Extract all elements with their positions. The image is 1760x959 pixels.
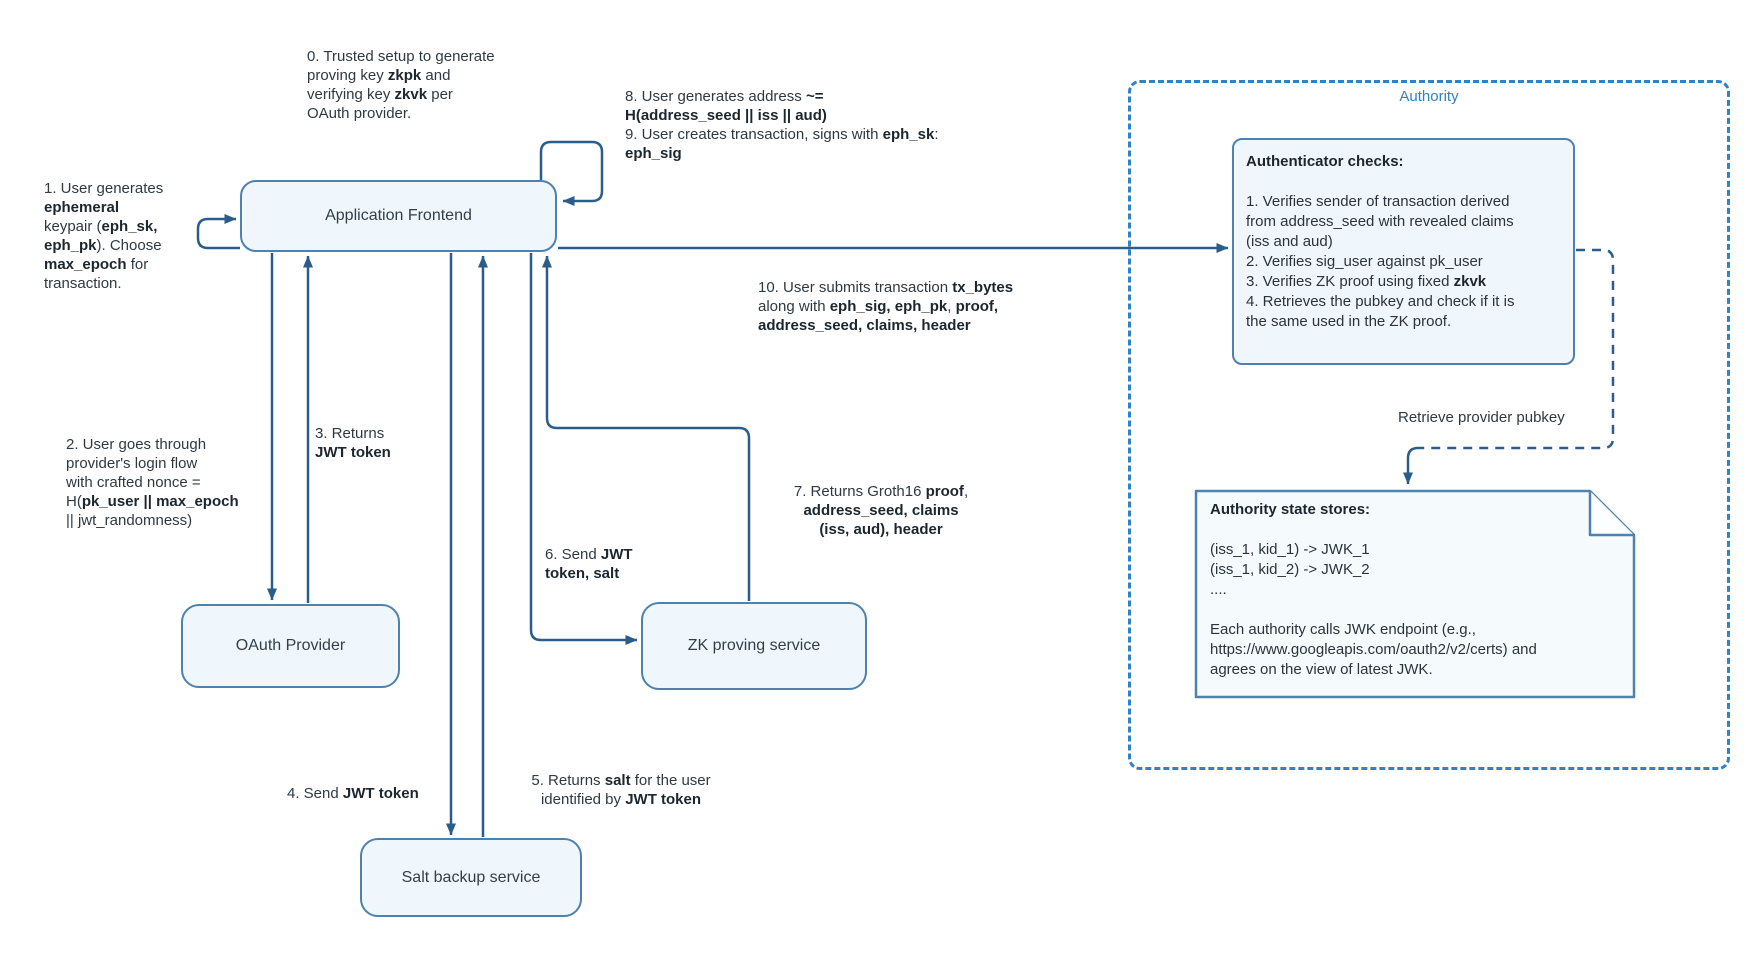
state-store-note [1210,500,1630,680]
note-step-6: 6. Send JWT token, salt [545,546,633,582]
note-step-3: 3. Returns JWT token [315,425,391,461]
note-step-7: 7. Returns Groth16 proof, address_seed, claims (iss, aud), header [793,483,969,538]
node-salt-backup-service-label: Salt backup service [401,868,541,886]
edge-sign-selfloop [541,142,602,201]
state-store-title: Authority state stores: [1210,501,1371,518]
authenticator-checks-list: 1. Verifies sender of transaction derived from address_seed with revealed claims (iss and aud) 2. Verifies sig_user against pk_user 3. Verifies ZK proof using fixed zkvk 4. Retrieves the pubkey and check if it is the same used in the ZK proof. [1246,193,1515,330]
edge-retrieve-pubkey-arrow [1408,448,1418,484]
edge-keygen-selfloop [198,219,240,248]
node-zk-proving-service-label: ZK proving service [687,637,821,654]
node-oauth-provider-label: OAuth Provider [235,637,346,654]
note-step-8-9: 8. User generates address ~= H(address_seed || iss || aud) 9. User creates transaction, signs with eph_sk: eph_sig [625,88,939,162]
note-step-1: 1. User generates ephemeral keypair (eph_sk, eph_pk). Choose max_epoch for transaction. [44,180,164,292]
note-step-10: 10. User submits transaction tx_bytes along with eph_sig, eph_pk, proof, address_seed, claims, header [758,279,1014,334]
note-step-4: 4. Send JWT token [287,785,419,802]
authenticator-checks-title: Authenticator checks: [1246,153,1404,170]
note-step-2: 2. User goes through provider's login flow with crafted nonce = H(pk_user || max_epoch || jwt_randomness) [66,436,239,529]
authority-group-label: Authority [1399,88,1459,105]
note-step-0: 0. Trusted setup to generate proving key zkpk and verifying key zkvk per OAuth provider. [307,48,495,122]
node-application-frontend-label: Application Frontend [325,207,472,224]
note-step-5: 5. Returns salt for the user identified by JWT token [531,772,711,808]
state-store-body: (iss_1, kid_1) -> JWK_1 (iss_1, kid_2) -> JWK_2 .... Each authority calls JWK endpoint (e.g., https://www.googleapis.com/oauth2/v2/certs) and agrees on the view of latest JWK. [1210,541,1537,678]
note-retrieve-pubkey: Retrieve provider pubkey [1398,409,1565,426]
